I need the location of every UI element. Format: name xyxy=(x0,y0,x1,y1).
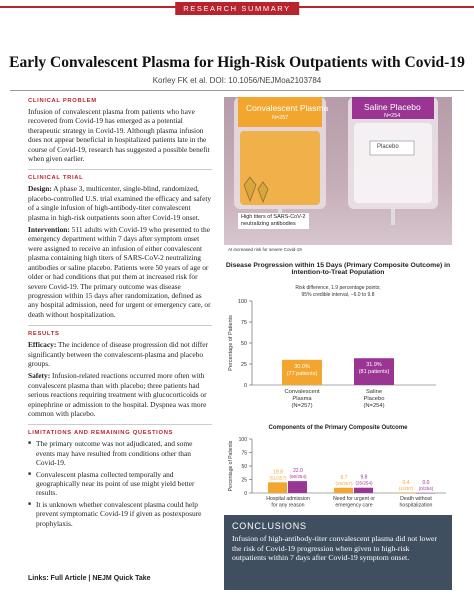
data-label: 19.8 xyxy=(273,469,283,476)
bag1-label: Convalescent Plasma xyxy=(246,103,329,113)
category-label: (N=257) xyxy=(291,403,313,409)
data-label: (0/254) xyxy=(418,486,434,491)
antibody-note-line: High titers of SARS-CoV-2 xyxy=(241,214,306,220)
data-label: (25/254) xyxy=(355,480,373,486)
left-column xyxy=(28,98,212,530)
y-axis-label: Percentage of Patients xyxy=(228,315,234,371)
design-text: A phase 3, multicenter, single-blind, randomized, placebo-controlled U.S. trial examined the efficacy and safety of a single infusion of high-antibody-titer convalescent plasma in high-risk outpatients soon after Covid-19 onset. xyxy=(28,184,212,222)
chart1-title: Disease Progression within 15 Days (Primary Composite Outcome) in Intention-to-Treat Population xyxy=(225,262,451,276)
category-label: for any reason xyxy=(271,502,305,509)
limitations-heading: LIMITATIONS AND REMAINING QUESTIONS xyxy=(28,430,174,437)
conclusions-heading: CONCLUSIONS xyxy=(232,521,307,531)
chart1-subtitle: Risk difference, 1.9 percentage points; xyxy=(295,285,381,291)
data-label: 0.4 xyxy=(402,479,410,486)
header xyxy=(0,0,474,44)
links[interactable]: Links: Full Article | NEJM Quick Take xyxy=(28,575,151,582)
clinical-trial-heading: CLINICAL TRIAL xyxy=(28,175,84,182)
y-tick-label: 75 xyxy=(241,450,247,457)
intervention-label: Intervention: xyxy=(28,225,70,235)
limitations-list xyxy=(28,439,212,528)
clinical-problem-text: Infusion of convalescent plasma from patients who have recovered from Covid-19 has emerged as a potential therapeutic strategy in Covid-19. Although plasma infusion does not appear beneficial in hospitalized patients late in the course of Covid-19, research has suggested a possible benefit when given earlier. xyxy=(28,107,210,164)
data-label: 9.8 xyxy=(360,474,368,481)
conclusions-text: Infusion of high-antibody-titer convalescent plasma did not lower the risk of Covid-19 progression when given to high-risk outpatients within 7 days after Covid-19 symptom onset. xyxy=(232,534,438,563)
chart1-subtitle: 95% credible interval, −6.0 to 9.8 xyxy=(301,292,375,298)
category-label: (N=254) xyxy=(363,403,385,409)
bar xyxy=(268,482,287,493)
data-label: (25/257) xyxy=(335,480,353,486)
design-label: Design: xyxy=(28,184,52,194)
y-tick-label: 50 xyxy=(240,341,247,347)
list-item: ■ It is unknown whether convalescent plasma could help prevent symptomatic Covid-19 if given as postexposure prophylaxis. xyxy=(28,500,212,528)
chart2-title: Components of the Primary Composite Outcome xyxy=(268,425,408,431)
safety-label: Safety: xyxy=(28,371,51,381)
y-tick-label: 0 xyxy=(244,491,247,497)
y-axis-label: Percentage of Patients xyxy=(228,440,234,492)
data-label: (56/254) xyxy=(289,474,307,480)
intervention-text: 511 adults with Covid-19 who presented to the emergency department within 7 days after symptom onset were assigned to receive an infusion of either convalescent plasma containing high titers of SARS-CoV-2 neutralizing antibodies or saline placebo. Patients were 50 years of age or older or had conditions that put them at increased risk for severe Covid-19. The primary outcome was disease progression within 15 days after randomization, defined as any hospital admission, need for urgent or emergency care, or death without hospitalization. xyxy=(28,225,211,319)
category-label: Need for urgent or xyxy=(332,496,376,502)
placebo-tag: Placebo xyxy=(377,144,399,150)
chart1 xyxy=(224,297,452,417)
design-paragraph xyxy=(28,184,212,222)
efficacy-paragraph xyxy=(28,340,212,368)
results-heading: RESULTS xyxy=(28,331,60,338)
illustration-caption: At increased risk for severe Covid-19 xyxy=(228,247,302,252)
bar xyxy=(354,488,373,493)
y-tick-label: 100 xyxy=(237,299,247,305)
y-tick-label: 25 xyxy=(240,362,247,368)
antibody-note xyxy=(238,213,309,229)
y-tick-label: 0 xyxy=(243,383,247,389)
data-label: 22.0 xyxy=(293,468,303,475)
divider xyxy=(28,424,212,425)
data-label: (81 patients) xyxy=(358,369,390,376)
section-label: RESEARCH SUMMARY xyxy=(175,2,299,15)
data-label: 30.0% xyxy=(294,363,310,370)
bag2-label: Saline Placebo xyxy=(364,102,421,112)
category-label: Saline xyxy=(365,389,383,395)
antibody-note-line: neutralizing antibodies xyxy=(241,221,296,227)
bar xyxy=(334,488,353,493)
chart2 xyxy=(224,435,452,515)
illustration xyxy=(224,97,452,245)
category-label: Death without xyxy=(400,496,432,502)
category-label: hospitalization xyxy=(399,502,433,509)
citation: Korley FK et al. DOI: 10.1056/NEJMoa2103784 xyxy=(152,76,322,85)
list-item: ■ Convalescent plasma collected temporally and geographically near its point of use might yield better results. xyxy=(28,470,212,498)
category-label: Plasma xyxy=(292,396,312,402)
clinical-problem-heading: CLINICAL PROBLEM xyxy=(28,98,97,104)
divider xyxy=(28,169,212,170)
bag2-n: N=254 xyxy=(384,113,401,119)
data-label: 0.0 xyxy=(422,480,430,486)
intervention-paragraph xyxy=(28,225,212,319)
conclusions-box xyxy=(224,515,452,590)
safety-paragraph xyxy=(28,371,212,418)
safety-text: Infusion-related reactions occurred more often with convalescent plasma than with placebo; three patients had serious reactions requiring treatment with glucocorticoids or epinephrine or admission to the hospital. Dyspnea was more common with placebo. xyxy=(28,371,207,418)
bar xyxy=(288,481,307,493)
data-label: 9.7 xyxy=(340,474,348,481)
page-title: Early Convalescent Plasma for High-Risk Outpatients with Covid-19 xyxy=(9,54,465,71)
bag1-n: N=257 xyxy=(272,115,289,121)
data-label: (51/257) xyxy=(269,475,287,481)
y-tick-label: 25 xyxy=(241,477,247,484)
efficacy-label: Efficacy: xyxy=(28,340,57,350)
category-label: emergency care xyxy=(335,502,373,509)
data-label: (77 patients) xyxy=(286,370,318,377)
efficacy-text: The incidence of disease progression did not differ significantly between the convalescent-plasma and placebo groups. xyxy=(28,340,208,368)
y-tick-label: 50 xyxy=(241,464,247,470)
y-tick-label: 75 xyxy=(240,320,247,326)
category-label: Convalescent xyxy=(284,389,320,395)
list-item: ■ The primary outcome was not adjudicated, and some events may have resulted from conditions other than Covid-19. xyxy=(28,439,212,467)
y-tick-label: 100 xyxy=(238,437,247,443)
category-label: Hospital admission xyxy=(266,496,310,502)
header-divider xyxy=(10,90,464,91)
category-label: Placebo xyxy=(363,396,385,402)
divider xyxy=(28,325,212,326)
data-label: 31.9% xyxy=(366,362,382,369)
data-label: (1/257) xyxy=(398,485,414,491)
